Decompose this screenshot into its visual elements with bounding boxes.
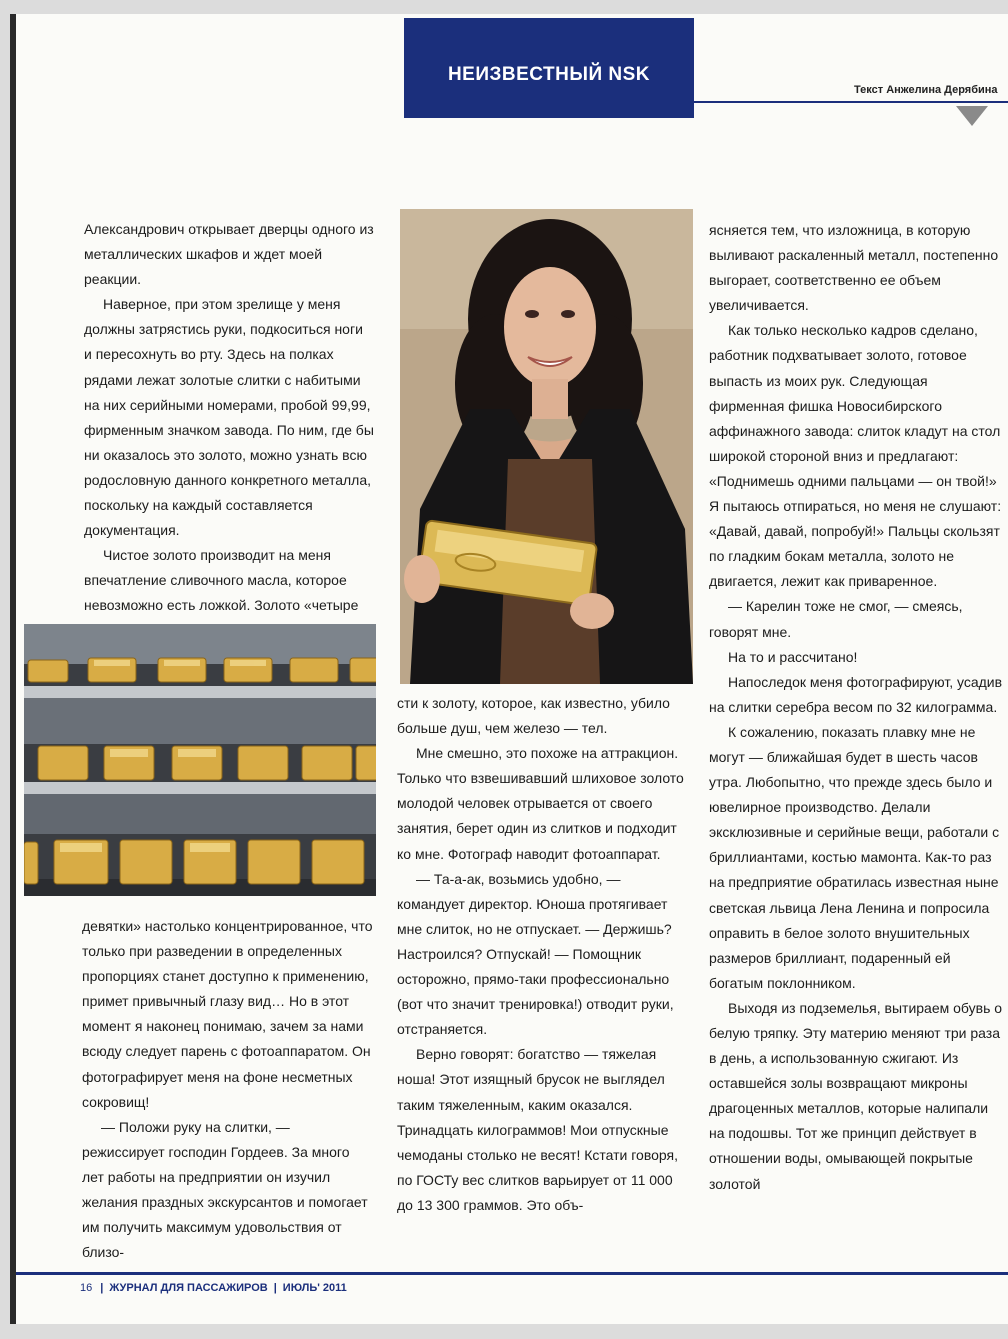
page-footer [80, 1282, 347, 1294]
section-header-box [404, 18, 694, 118]
text-column-1-bottom [82, 914, 374, 1265]
text-column-1-top [84, 217, 374, 619]
magazine-name: ЖУРНАЛ ДЛЯ ПАССАЖИРОВ [109, 1282, 268, 1294]
footer-separator: | [273, 1282, 277, 1294]
paragraph: Чистое золото производит на меня впечатление сливочного масла, которое невозможно есть ложкой. Золото «четыре [84, 547, 359, 614]
paragraph: Напоследок меня фотографируют, усадив на слитки серебра весом по 32 килограмма. [709, 673, 1003, 715]
paragraph: девятки» настолько концентрированное, что только при разведении в определенных пропорциях станет доступно к применению, примет привычный глазу вид… Но в этот момент я наконец понимаю, зачем за нами всюду следует парень с фотоаппаратом. Он фотографирует меня на фоне несметных сокровищ! [82, 918, 373, 1110]
paragraph: Как только несколько кадров сделано, работник подхватывает золото, готовое выпасть из моих рук. Следующая фирменная фишка Новосибирского аффинажного завода: слиток кладут на стол широкой стороной вниз и предлагают: «Поднимешь одними пальцами — он твой!» Я пытаюсь отпираться, но меня не слушают: «Давай, давай, попробуй!» Пальцы скользят по гладким бокам металла, золото не двигается, лежит как приваренное. [709, 322, 1002, 590]
paragraph: К сожалению, показать плавку мне не могут — ближайшая будет в шесть часов утра. Любопытно, что прежде здесь было и ювелирное производство. Делали эксклюзивные и серийные вещи, работали с бриллиантами, костью мамонта. Как-то раз на предприятие обратилась известная ныне светская львица Лена Ленина и попросила оправить в белое золото внушительных размеров бриллиант, подаренный ей богатым поклонником. [709, 723, 1000, 991]
section-title: НЕИЗВЕСТНЫЙ NSK [447, 64, 651, 85]
paragraph: Мне смешно, это похоже на аттракцион. Только что взвешивавший шлиховое золото молодой человек отрывается от своего занятия, берет один из слитков и подходит ко мне. Фотограф наводит фотоаппарат. [397, 745, 684, 862]
woman-portrait-illustration [400, 209, 693, 684]
down-arrow-icon [956, 106, 988, 126]
footer-separator: | [100, 1282, 104, 1294]
page-number: 16 [80, 1282, 93, 1294]
paragraph: ясняется тем, что изложница, в которую выливают раскаленный металл, постепенно выгорает, соответственно ее объем увеличивается. [709, 222, 999, 314]
paragraph: Выходя из подземелья, вытираем обувь о белую тряпку. Эту материю меняют три раза в день, а использованную сжигают. Из оставшейся золы возвращают микроны драгоценных металлов, которые налипали на подошвы. Тот же принцип действует в отношении воды, омывающей покрытые золотой [709, 999, 1003, 1192]
woman-holding-gold-bar-photo [400, 209, 693, 684]
issue-date: ИЮЛЬ' 2011 [282, 1282, 347, 1294]
paragraph: — Положи руку на слитки, — режиссирует господин Гордеев. За много лет работы на предприятии он изучил желания праздных экскурсантов и помогает им получить максимум удовольствия от близо- [82, 1118, 368, 1261]
header-rule [694, 101, 1008, 103]
paragraph: Александрович открывает дверцы одного из металлических шкафов и ждет моей реакции. [84, 221, 374, 288]
footer-rule [16, 1272, 1008, 1275]
gold-bars-photo [24, 624, 376, 896]
paragraph: Верно говорят: богатство — тяжелая ноша! Этот изящный брусок не выглядел таким тяжеленным, каким оказался. Тринадцать килограммов! Мои отпускные чемоданы столько не весят! Кстати говоря, по ГОСТу вес слитков варьирует от 11 000 до 13 300 граммов. Это объ- [397, 1046, 678, 1213]
author-credit: Текст Анжелина Дерябина [854, 84, 998, 96]
paragraph: На то и рассчитано! [728, 648, 858, 665]
gold-bars-shelves-illustration [24, 624, 376, 896]
paragraph: — Та-а-ак, возьмись удобно, — командует директор. Юноша протягивает мне слиток, но не отпускает. — Держишь? Настроился? Отпускай! — Помощник осторожно, прямо-таки профессионально (вот что значит тренировка!) отводит руки, отстраняется. [397, 870, 674, 1038]
paragraph: — Карелин тоже не смог, — смеясь, говорят мне. [709, 598, 963, 640]
paragraph: Наверное, при этом зрелище у меня должны затрястись руки, подкоситься ноги и пересохнуть во рту. Здесь на полках рядами лежат золотые слитки с набитыми на них серийными номерами, пробой 99,99, фирменным значком завода. По ним, где бы ни оказалось это золото, можно узнать всю родословную данного конкретного металла, поскольку на каждый составляется документация. [84, 296, 374, 539]
magazine-page [16, 14, 1008, 1324]
text-column-3 [709, 218, 1004, 1197]
paragraph: сти к золоту, которое, как известно, убило больше душ, чем железо — тел. [397, 695, 670, 737]
text-column-2 [397, 691, 691, 1218]
